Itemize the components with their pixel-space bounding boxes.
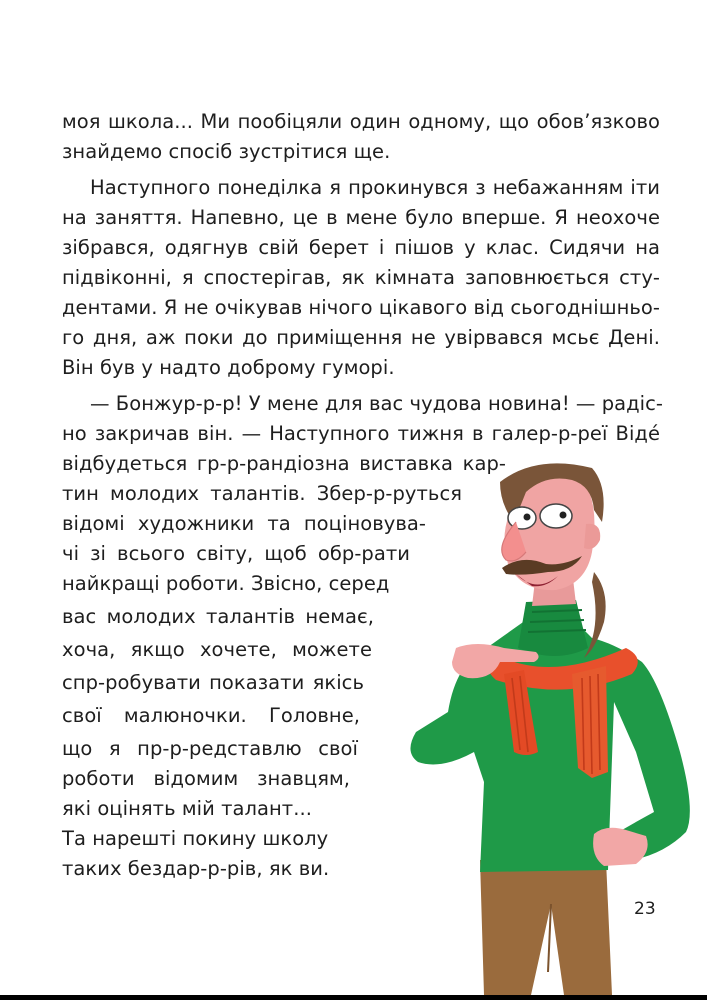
- text-line-18: хоча, якщо хочете, можете: [62, 638, 372, 661]
- text-line-20: свої малюночки. Головне,: [62, 704, 360, 727]
- page-number: 23: [634, 899, 656, 919]
- left-eye: [508, 507, 536, 529]
- text-line-23: які оцінять мій талант...: [62, 797, 312, 820]
- bottom-rule: [0, 995, 707, 1000]
- text-line-11: но закричав він. — Наступного тижня в галер-р-реї Відé: [62, 422, 660, 445]
- text-line-16: найкращі роботи. Звісно, серед: [62, 572, 390, 595]
- text-line-1: моя школа... Ми пообіцяли один одному, що обов’язково: [62, 110, 660, 133]
- text-line-24: Та нарешті покину школу: [62, 827, 329, 850]
- text-line-2: знайдемо спосіб зустрітися ще.: [62, 140, 391, 163]
- text-line-6: підвіконні, я спостерігав, як кімната заповнюється сту-: [62, 266, 660, 289]
- sweater-neck: [518, 600, 588, 656]
- text-line-5: зібрався, одягнув свій берет і пішов у клас. Сидячи на: [62, 236, 660, 259]
- text-line-22: роботи відомим знавцям,: [62, 767, 350, 790]
- text-line-8: го дня, аж поки до приміщення не увірвався мсьє Дені.: [62, 326, 660, 349]
- text-line-25: таких бездар-р-рів, як ви.: [62, 857, 330, 880]
- text-line-4: на заняття. Напевно, це в мене було вперше. Я неохоче: [62, 206, 660, 229]
- text-line-10: — Бонжур-р-р! У мене для вас чудова новина! — радіс-: [90, 392, 664, 415]
- right-eye: [540, 504, 572, 528]
- text-line-13: тин молодих талантів. Збер-р-руться: [62, 482, 462, 505]
- trousers: [480, 860, 612, 995]
- text-line-12: відбудеться гр-р-рандіозна виставка кар-: [62, 452, 506, 475]
- text-line-9: Він був у надто доброму гуморі.: [62, 356, 395, 379]
- text-line-21: що я пр-р-редставлю свої: [62, 737, 358, 760]
- text-line-17: вас молодих талантів немає,: [62, 605, 374, 628]
- text-line-7: дентами. Я не очікував нічого цікавого від сьогоднішньо-: [62, 296, 660, 319]
- text-line-15: чі зі всього світу, щоб обр-рати: [62, 542, 410, 565]
- text-line-19: спр-робувати показати якісь: [62, 671, 364, 694]
- text-line-14: відомі художники та поціновува-: [62, 512, 426, 535]
- teacher-illustration: [396, 452, 707, 995]
- text-line-3: Наступного понеділка я прокинувся з небажанням іти: [90, 176, 660, 199]
